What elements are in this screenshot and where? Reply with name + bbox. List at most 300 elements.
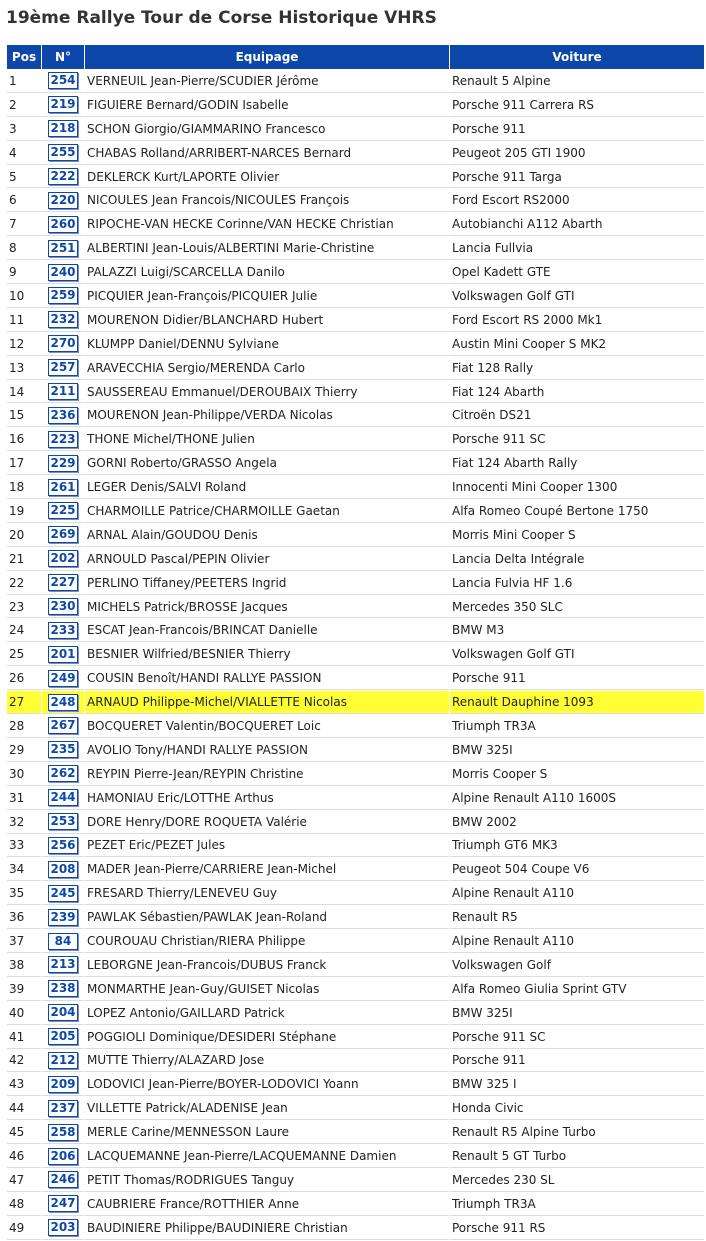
position-cell: 35 <box>7 882 41 905</box>
equipage-cell: COUSIN Benoît/HANDI RALLYE PASSION <box>85 667 449 690</box>
equipage-cell: MICHELS Patrick/BROSSE Jacques <box>85 596 449 619</box>
car-number-badge[interactable]: 240 <box>48 264 78 281</box>
voiture-cell: Volkswagen Golf GTI <box>450 643 704 666</box>
equipage-cell: LEBORGNE Jean-Francois/DUBUS Franck <box>85 954 449 977</box>
position-cell: 18 <box>7 476 41 499</box>
voiture-cell: Triumph GT6 MK3 <box>450 835 704 858</box>
table-row <box>7 572 704 595</box>
number-cell <box>42 500 84 523</box>
voiture-cell: Autobianchi A112 Abarth <box>450 213 704 236</box>
number-cell <box>42 691 84 714</box>
car-number-badge[interactable]: 220 <box>48 192 78 209</box>
position-cell: 38 <box>7 954 41 977</box>
voiture-cell: Lancia Fulvia HF 1.6 <box>450 572 704 595</box>
number-cell <box>42 213 84 236</box>
position-cell: 39 <box>7 978 41 1001</box>
number-cell <box>42 954 84 977</box>
table-row <box>7 739 704 762</box>
voiture-cell: Renault 5 GT Turbo <box>450 1145 704 1168</box>
table-row <box>7 189 704 212</box>
voiture-cell: Ford Escort RS 2000 Mk1 <box>450 309 704 332</box>
equipage-cell: KLUMPP Daniel/DENNU Sylviane <box>85 333 449 356</box>
car-number-badge[interactable]: 237 <box>48 1100 78 1117</box>
table-row <box>7 261 704 284</box>
number-cell <box>42 476 84 499</box>
position-cell: 40 <box>7 1002 41 1025</box>
table-row <box>7 1050 704 1073</box>
equipage-cell: BESNIER Wilfried/BESNIER Thierry <box>85 643 449 666</box>
position-cell: 28 <box>7 715 41 738</box>
position-cell: 2 <box>7 94 41 117</box>
table-row <box>7 309 704 332</box>
table-row <box>7 166 704 189</box>
position-cell: 6 <box>7 189 41 212</box>
table-row <box>7 357 704 380</box>
number-cell <box>42 1121 84 1144</box>
voiture-cell: Alpine Renault A110 1600S <box>450 787 704 810</box>
number-cell <box>42 428 84 451</box>
car-number-badge[interactable]: 219 <box>48 96 78 113</box>
car-number-badge[interactable]: 238 <box>48 980 78 997</box>
number-cell <box>42 596 84 619</box>
number-cell <box>42 524 84 547</box>
table-row <box>7 787 704 810</box>
table-row <box>7 882 704 905</box>
car-number-badge[interactable]: 211 <box>48 383 78 400</box>
position-cell: 25 <box>7 643 41 666</box>
table-row <box>7 70 704 93</box>
position-cell: 15 <box>7 404 41 427</box>
position-cell: 20 <box>7 524 41 547</box>
table-row <box>7 930 704 953</box>
number-cell <box>42 1217 84 1240</box>
equipage-cell: HAMONIAU Eric/LOTTHE Arthus <box>85 787 449 810</box>
voiture-cell: Mercedes 230 SL <box>450 1169 704 1192</box>
table-row <box>7 954 704 977</box>
car-number-badge[interactable]: 260 <box>48 216 78 233</box>
number-cell <box>42 1050 84 1073</box>
equipage-cell: MADER Jean-Pierre/CARRIERE Jean-Michel <box>85 858 449 881</box>
table-row <box>7 1169 704 1192</box>
car-number-badge[interactable]: 213 <box>48 956 78 973</box>
equipage-cell: MERLE Carine/MENNESSON Laure <box>85 1121 449 1144</box>
car-number-badge[interactable]: 229 <box>48 455 78 472</box>
equipage-cell: PEZET Eric/PEZET Jules <box>85 835 449 858</box>
voiture-cell: Porsche 911 SC <box>450 428 704 451</box>
number-cell <box>42 118 84 141</box>
equipage-cell: PICQUIER Jean-François/PICQUIER Julie <box>85 285 449 308</box>
car-number-badge[interactable]: 244 <box>48 789 78 806</box>
equipage-cell: MONMARTHE Jean-Guy/GUISET Nicolas <box>85 978 449 1001</box>
number-cell <box>42 1097 84 1120</box>
column-header-num[interactable]: N° <box>42 45 84 69</box>
table-row <box>7 1193 704 1216</box>
number-cell <box>42 94 84 117</box>
equipage-cell: ARNAUD Philippe-Michel/VIALLETTE Nicolas <box>85 691 449 714</box>
voiture-cell: BMW 325I <box>450 1002 704 1025</box>
equipage-cell: LEGER Denis/SALVI Roland <box>85 476 449 499</box>
voiture-cell: Alpine Renault A110 <box>450 930 704 953</box>
voiture-cell: Morris Mini Cooper S <box>450 524 704 547</box>
car-number-badge[interactable]: 249 <box>48 670 78 687</box>
position-cell: 5 <box>7 166 41 189</box>
number-cell <box>42 619 84 642</box>
equipage-cell: SAUSSEREAU Emmanuel/DEROUBAIX Thierry <box>85 381 449 404</box>
equipage-cell: VILLETTE Patrick/ALADENISE Jean <box>85 1097 449 1120</box>
equipage-cell: PETIT Thomas/RODRIGUES Tanguy <box>85 1169 449 1192</box>
table-header-row <box>7 45 704 69</box>
voiture-cell: Renault 5 Alpine <box>450 70 704 93</box>
table-row <box>7 691 704 714</box>
number-cell <box>42 643 84 666</box>
number-cell <box>42 70 84 93</box>
car-number-badge[interactable]: 236 <box>48 407 78 424</box>
table-row <box>7 333 704 356</box>
voiture-cell: Porsche 911 <box>450 667 704 690</box>
equipage-cell: CAUBRIERE France/ROTTHIER Anne <box>85 1193 449 1216</box>
table-row <box>7 811 704 834</box>
position-cell: 30 <box>7 763 41 786</box>
car-number-badge[interactable]: 225 <box>48 502 78 519</box>
car-number-badge[interactable]: 261 <box>48 479 78 496</box>
car-number-badge[interactable]: 235 <box>48 741 78 758</box>
equipage-cell: LACQUEMANNE Jean-Pierre/LACQUEMANNE Damien <box>85 1145 449 1168</box>
number-cell <box>42 1145 84 1168</box>
position-cell: 1 <box>7 70 41 93</box>
number-cell <box>42 835 84 858</box>
car-number-badge[interactable]: 84 <box>48 933 78 950</box>
number-cell <box>42 404 84 427</box>
car-number-badge[interactable]: 257 <box>48 359 78 376</box>
voiture-cell: Alpine Renault A110 <box>450 882 704 905</box>
table-row <box>7 906 704 929</box>
equipage-cell: MUTTE Thierry/ALAZARD Jose <box>85 1050 449 1073</box>
position-cell: 7 <box>7 213 41 236</box>
position-cell: 8 <box>7 237 41 260</box>
car-number-badge[interactable]: 227 <box>48 574 78 591</box>
car-number-badge[interactable]: 209 <box>48 1076 78 1093</box>
voiture-cell: Ford Escort RS2000 <box>450 189 704 212</box>
position-cell: 27 <box>7 691 41 714</box>
equipage-cell: RIPOCHE-VAN HECKE Corinne/VAN HECKE Christian <box>85 213 449 236</box>
voiture-cell: Peugeot 205 GTI 1900 <box>450 142 704 165</box>
number-cell <box>42 1026 84 1049</box>
equipage-cell: GORNI Roberto/GRASSO Angela <box>85 452 449 475</box>
voiture-cell: Honda Civic <box>450 1097 704 1120</box>
table-row <box>7 213 704 236</box>
voiture-cell: BMW 325I <box>450 739 704 762</box>
voiture-cell: BMW 325 I <box>450 1073 704 1096</box>
table-row <box>7 667 704 690</box>
number-cell <box>42 452 84 475</box>
equipage-cell: PERLINO Tiffaney/PEETERS Ingrid <box>85 572 449 595</box>
table-row <box>7 142 704 165</box>
voiture-cell: Alfa Romeo Giulia Sprint GTV <box>450 978 704 1001</box>
results-table <box>6 44 705 1241</box>
car-number-badge[interactable]: 206 <box>48 1148 78 1165</box>
table-row <box>7 978 704 1001</box>
voiture-cell: Opel Kadett GTE <box>450 261 704 284</box>
voiture-cell: Triumph TR3A <box>450 715 704 738</box>
table-row <box>7 1097 704 1120</box>
table-row <box>7 1026 704 1049</box>
position-cell: 3 <box>7 118 41 141</box>
column-header-pos[interactable]: Pos <box>7 45 41 69</box>
voiture-cell: Porsche 911 <box>450 1050 704 1073</box>
voiture-cell: Renault R5 <box>450 906 704 929</box>
equipage-cell: ALBERTINI Jean-Louis/ALBERTINI Marie-Christine <box>85 237 449 260</box>
number-cell <box>42 1169 84 1192</box>
position-cell: 32 <box>7 811 41 834</box>
position-cell: 24 <box>7 619 41 642</box>
equipage-cell: ESCAT Jean-Francois/BRINCAT Danielle <box>85 619 449 642</box>
equipage-cell: BAUDINIERE Philippe/BAUDINIERE Christian <box>85 1217 449 1240</box>
number-cell <box>42 858 84 881</box>
car-number-badge[interactable]: 248 <box>48 694 78 711</box>
voiture-cell: Volkswagen Golf GTI <box>450 285 704 308</box>
table-row <box>7 500 704 523</box>
page-title: 19ème Rallye Tour de Corse Historique VHRS <box>6 8 437 28</box>
number-cell <box>42 811 84 834</box>
voiture-cell: Porsche 911 <box>450 118 704 141</box>
position-cell: 37 <box>7 930 41 953</box>
position-cell: 31 <box>7 787 41 810</box>
voiture-cell: Volkswagen Golf <box>450 954 704 977</box>
car-number-badge[interactable]: 208 <box>48 861 78 878</box>
equipage-cell: FIGUIERE Bernard/GODIN Isabelle <box>85 94 449 117</box>
number-cell <box>42 667 84 690</box>
car-number-badge[interactable]: 222 <box>48 168 78 185</box>
car-number-badge[interactable]: 230 <box>48 598 78 615</box>
position-cell: 13 <box>7 357 41 380</box>
equipage-cell: VERNEUIL Jean-Pierre/SCUDIER Jérôme <box>85 70 449 93</box>
equipage-cell: ARAVECCHIA Sergio/MERENDA Carlo <box>85 357 449 380</box>
number-cell <box>42 715 84 738</box>
number-cell <box>42 333 84 356</box>
position-cell: 29 <box>7 739 41 762</box>
number-cell <box>42 237 84 260</box>
table-row <box>7 94 704 117</box>
position-cell: 48 <box>7 1193 41 1216</box>
position-cell: 11 <box>7 309 41 332</box>
equipage-cell: CHARMOILLE Patrice/CHARMOILLE Gaetan <box>85 500 449 523</box>
car-number-badge[interactable]: 245 <box>48 885 78 902</box>
number-cell <box>42 763 84 786</box>
voiture-cell: Austin Mini Cooper S MK2 <box>450 333 704 356</box>
position-cell: 10 <box>7 285 41 308</box>
voiture-cell: Porsche 911 Carrera RS <box>450 94 704 117</box>
position-cell: 21 <box>7 548 41 571</box>
number-cell <box>42 381 84 404</box>
position-cell: 23 <box>7 596 41 619</box>
position-cell: 41 <box>7 1026 41 1049</box>
equipage-cell: ARNOULD Pascal/PEPIN Olivier <box>85 548 449 571</box>
voiture-cell: BMW M3 <box>450 619 704 642</box>
position-cell: 22 <box>7 572 41 595</box>
equipage-cell: DORE Henry/DORE ROQUETA Valérie <box>85 811 449 834</box>
position-cell: 43 <box>7 1073 41 1096</box>
car-number-badge[interactable]: 202 <box>48 550 78 567</box>
equipage-cell: REYPIN Pierre-Jean/REYPIN Christine <box>85 763 449 786</box>
position-cell: 14 <box>7 381 41 404</box>
number-cell <box>42 548 84 571</box>
voiture-cell: Fiat 128 Rally <box>450 357 704 380</box>
car-number-badge[interactable]: 269 <box>48 526 78 543</box>
equipage-cell: DEKLERCK Kurt/LAPORTE Olivier <box>85 166 449 189</box>
number-cell <box>42 1193 84 1216</box>
car-number-badge[interactable]: 247 <box>48 1195 78 1212</box>
number-cell <box>42 930 84 953</box>
car-number-badge[interactable]: 267 <box>48 717 78 734</box>
car-number-badge[interactable]: 205 <box>48 1028 78 1045</box>
table-row <box>7 237 704 260</box>
voiture-cell: Renault R5 Alpine Turbo <box>450 1121 704 1144</box>
car-number-badge[interactable]: 233 <box>48 622 78 639</box>
voiture-cell: Innocenti Mini Cooper 1300 <box>450 476 704 499</box>
number-cell <box>42 739 84 762</box>
equipage-cell: NICOULES Jean Francois/NICOULES François <box>85 189 449 212</box>
equipage-cell: LODOVICI Jean-Pierre/BOYER-LODOVICI Yoann <box>85 1073 449 1096</box>
equipage-cell: COUROUAU Christian/RIERA Philippe <box>85 930 449 953</box>
equipage-cell: PALAZZI Luigi/SCARCELLA Danilo <box>85 261 449 284</box>
car-number-badge[interactable]: 223 <box>48 431 78 448</box>
table-row <box>7 404 704 427</box>
number-cell <box>42 142 84 165</box>
table-row <box>7 428 704 451</box>
car-number-badge[interactable]: 232 <box>48 311 78 328</box>
car-number-badge[interactable]: 270 <box>48 335 78 352</box>
table-row <box>7 1121 704 1144</box>
equipage-cell: PAWLAK Sébastien/PAWLAK Jean-Roland <box>85 906 449 929</box>
voiture-cell: Alfa Romeo Coupé Bertone 1750 <box>450 500 704 523</box>
car-number-badge[interactable]: 246 <box>48 1171 78 1188</box>
column-header-equipage[interactable]: Equipage <box>85 45 449 69</box>
table-row <box>7 763 704 786</box>
position-cell: 33 <box>7 835 41 858</box>
voiture-cell: Morris Cooper S <box>450 763 704 786</box>
table-row <box>7 452 704 475</box>
position-cell: 16 <box>7 428 41 451</box>
equipage-cell: SCHON Giorgio/GIAMMARINO Francesco <box>85 118 449 141</box>
equipage-cell: THONE Michel/THONE Julien <box>85 428 449 451</box>
table-row <box>7 715 704 738</box>
position-cell: 47 <box>7 1169 41 1192</box>
car-number-badge[interactable]: 255 <box>48 144 78 161</box>
table-row <box>7 118 704 141</box>
number-cell <box>42 1073 84 1096</box>
table-row <box>7 476 704 499</box>
number-cell <box>42 906 84 929</box>
position-cell: 49 <box>7 1217 41 1240</box>
table-row <box>7 619 704 642</box>
position-cell: 42 <box>7 1050 41 1073</box>
number-cell <box>42 189 84 212</box>
table-row <box>7 596 704 619</box>
position-cell: 26 <box>7 667 41 690</box>
number-cell <box>42 261 84 284</box>
voiture-cell: Citroën DS21 <box>450 404 704 427</box>
number-cell <box>42 978 84 1001</box>
table-row <box>7 1145 704 1168</box>
table-row <box>7 643 704 666</box>
voiture-cell: Porsche 911 RS <box>450 1217 704 1240</box>
table-row <box>7 1217 704 1240</box>
equipage-cell: AVOLIO Tony/HANDI RALLYE PASSION <box>85 739 449 762</box>
car-number-badge[interactable]: 262 <box>48 765 78 782</box>
voiture-cell: Renault Dauphine 1093 <box>450 691 704 714</box>
position-cell: 36 <box>7 906 41 929</box>
voiture-cell: Fiat 124 Abarth Rally <box>450 452 704 475</box>
voiture-cell: Mercedes 350 SLC <box>450 596 704 619</box>
car-number-badge[interactable]: 258 <box>48 1124 78 1141</box>
voiture-cell: Porsche 911 SC <box>450 1026 704 1049</box>
position-cell: 12 <box>7 333 41 356</box>
number-cell <box>42 285 84 308</box>
car-number-badge[interactable]: 254 <box>48 72 78 89</box>
column-header-voiture[interactable]: Voiture <box>450 45 704 69</box>
equipage-cell: MOURENON Didier/BLANCHARD Hubert <box>85 309 449 332</box>
voiture-cell: BMW 2002 <box>450 811 704 834</box>
car-number-badge[interactable]: 201 <box>48 646 78 663</box>
table-row <box>7 524 704 547</box>
equipage-cell: LOPEZ Antonio/GAILLARD Patrick <box>85 1002 449 1025</box>
voiture-cell: Lancia Delta Intégrale <box>450 548 704 571</box>
car-number-badge[interactable]: 259 <box>48 287 78 304</box>
equipage-cell: POGGIOLI Dominique/DESIDERI Stéphane <box>85 1026 449 1049</box>
car-number-badge[interactable]: 204 <box>48 1004 78 1021</box>
table-row <box>7 858 704 881</box>
equipage-cell: ARNAL Alain/GOUDOU Denis <box>85 524 449 547</box>
position-cell: 46 <box>7 1145 41 1168</box>
number-cell <box>42 357 84 380</box>
equipage-cell: BOCQUERET Valentin/BOCQUERET Loic <box>85 715 449 738</box>
voiture-cell: Peugeot 504 Coupe V6 <box>450 858 704 881</box>
equipage-cell: FRESARD Thierry/LENEVEU Guy <box>85 882 449 905</box>
table-row <box>7 835 704 858</box>
position-cell: 45 <box>7 1121 41 1144</box>
position-cell: 9 <box>7 261 41 284</box>
position-cell: 17 <box>7 452 41 475</box>
car-number-badge[interactable]: 251 <box>48 240 78 257</box>
car-number-badge[interactable]: 212 <box>48 1052 78 1069</box>
voiture-cell: Fiat 124 Abarth <box>450 381 704 404</box>
car-number-badge[interactable]: 218 <box>48 120 78 137</box>
car-number-badge[interactable]: 203 <box>48 1219 78 1236</box>
voiture-cell: Porsche 911 Targa <box>450 166 704 189</box>
number-cell <box>42 787 84 810</box>
car-number-badge[interactable]: 239 <box>48 909 78 926</box>
position-cell: 19 <box>7 500 41 523</box>
voiture-cell: Lancia Fullvia <box>450 237 704 260</box>
equipage-cell: MOURENON Jean-Philippe/VERDA Nicolas <box>85 404 449 427</box>
position-cell: 4 <box>7 142 41 165</box>
table-row <box>7 381 704 404</box>
car-number-badge[interactable]: 256 <box>48 837 78 854</box>
position-cell: 44 <box>7 1097 41 1120</box>
car-number-badge[interactable]: 253 <box>48 813 78 830</box>
position-cell: 34 <box>7 858 41 881</box>
voiture-cell: Triumph TR3A <box>450 1193 704 1216</box>
table-row <box>7 1073 704 1096</box>
number-cell <box>42 572 84 595</box>
number-cell <box>42 309 84 332</box>
number-cell <box>42 166 84 189</box>
table-row <box>7 548 704 571</box>
number-cell <box>42 1002 84 1025</box>
table-body <box>7 70 704 1240</box>
equipage-cell: CHABAS Rolland/ARRIBERT-NARCES Bernard <box>85 142 449 165</box>
table-row <box>7 285 704 308</box>
